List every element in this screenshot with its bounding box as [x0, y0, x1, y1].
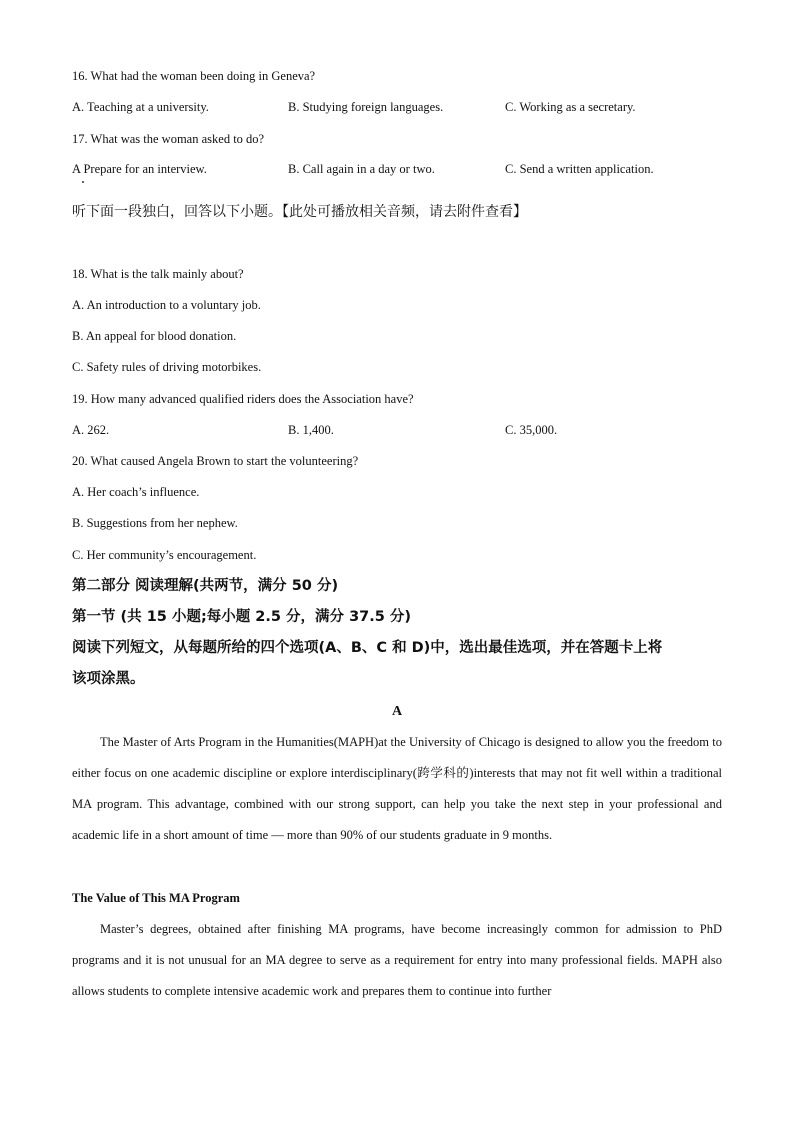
question-16: 16. What had the woman been doing in Geneva? — [72, 69, 316, 83]
paragraph-1-text: The Master of Arts Program in the Humanities(MAPH)at the University of Chicago is designed to allow you the freedom to either focus on one academic discipline or explore interdisciplinary(跨学科的)interests that may not fit well within a traditional MA program. This advantage, combined with our strong support, can help you take the next step in your professional and academic life in a short amount of time — more than 90% of our students graduate in 9 months. — [72, 735, 722, 842]
q16-option-a: A. Teaching at a university. — [72, 100, 209, 114]
q18-option-c: C. Safety rules of driving motorbikes. — [72, 360, 262, 374]
question-18: 18. What is the talk mainly about? — [72, 267, 244, 281]
q16-option-b: B. Studying foreign languages. — [288, 100, 444, 114]
part2-title: 第二部分 阅读理解(共两节，满分 50 分) — [72, 578, 339, 594]
section1-title: 第一节 (共 15 小题;每小题 2.5 分，满分 37.5 分) — [72, 609, 412, 625]
monologue-instruction: 听下面一段独白，回答以下小题。【此处可播放相关音频，请去附件查看】 — [72, 204, 527, 220]
passage-label: A — [391, 704, 403, 719]
q18-option-a: A. An introduction to a voluntary job. — [72, 298, 261, 312]
paragraph-2 — [72, 914, 722, 1007]
q17-option-c: C. Send a written application. — [505, 162, 654, 176]
question-20: 20. What caused Angela Brown to start the volunteering? — [72, 454, 359, 468]
paragraph-2-text: Master’s degrees, obtained after finishing MA programs, have become increasingly common for admission to PhD programs and it is not unusual for an MA degree to serve as a requirement for entry into many professional fields. MAPH also allows students to complete intensive academic work and prepares them to continue into further — [72, 922, 722, 998]
q20-option-a: A. Her coach’s influence. — [72, 485, 200, 499]
q17-option-b: B. Call again in a day or two. — [288, 162, 435, 176]
reading-instruction-line2: 该项涂黑。 — [72, 671, 145, 687]
reading-instruction-line1: 阅读下列短文，从每题所给的四个选项(A、B、C 和 D)中，选出最佳选项，并在答题卡上将 — [72, 640, 663, 656]
stray-dot-mark — [82, 181, 84, 183]
q20-option-b: B. Suggestions from her nephew. — [72, 516, 238, 530]
q19-option-c: C. 35,000. — [505, 423, 558, 437]
q20-option-c: C. Her community’s encouragement. — [72, 548, 257, 562]
q19-option-a: A. 262. — [72, 423, 110, 437]
q17-option-a: A Prepare for an interview. — [72, 162, 207, 176]
section-subheading: The Value of This MA Program — [72, 891, 240, 905]
q19-option-b: B. 1,400. — [288, 423, 334, 437]
q18-option-b: B. An appeal for blood donation. — [72, 329, 237, 343]
paragraph-1 — [72, 727, 722, 851]
question-17: 17. What was the woman asked to do? — [72, 132, 265, 146]
question-19: 19. How many advanced qualified riders does the Association have? — [72, 392, 414, 406]
q16-option-c: C. Working as a secretary. — [505, 100, 636, 114]
